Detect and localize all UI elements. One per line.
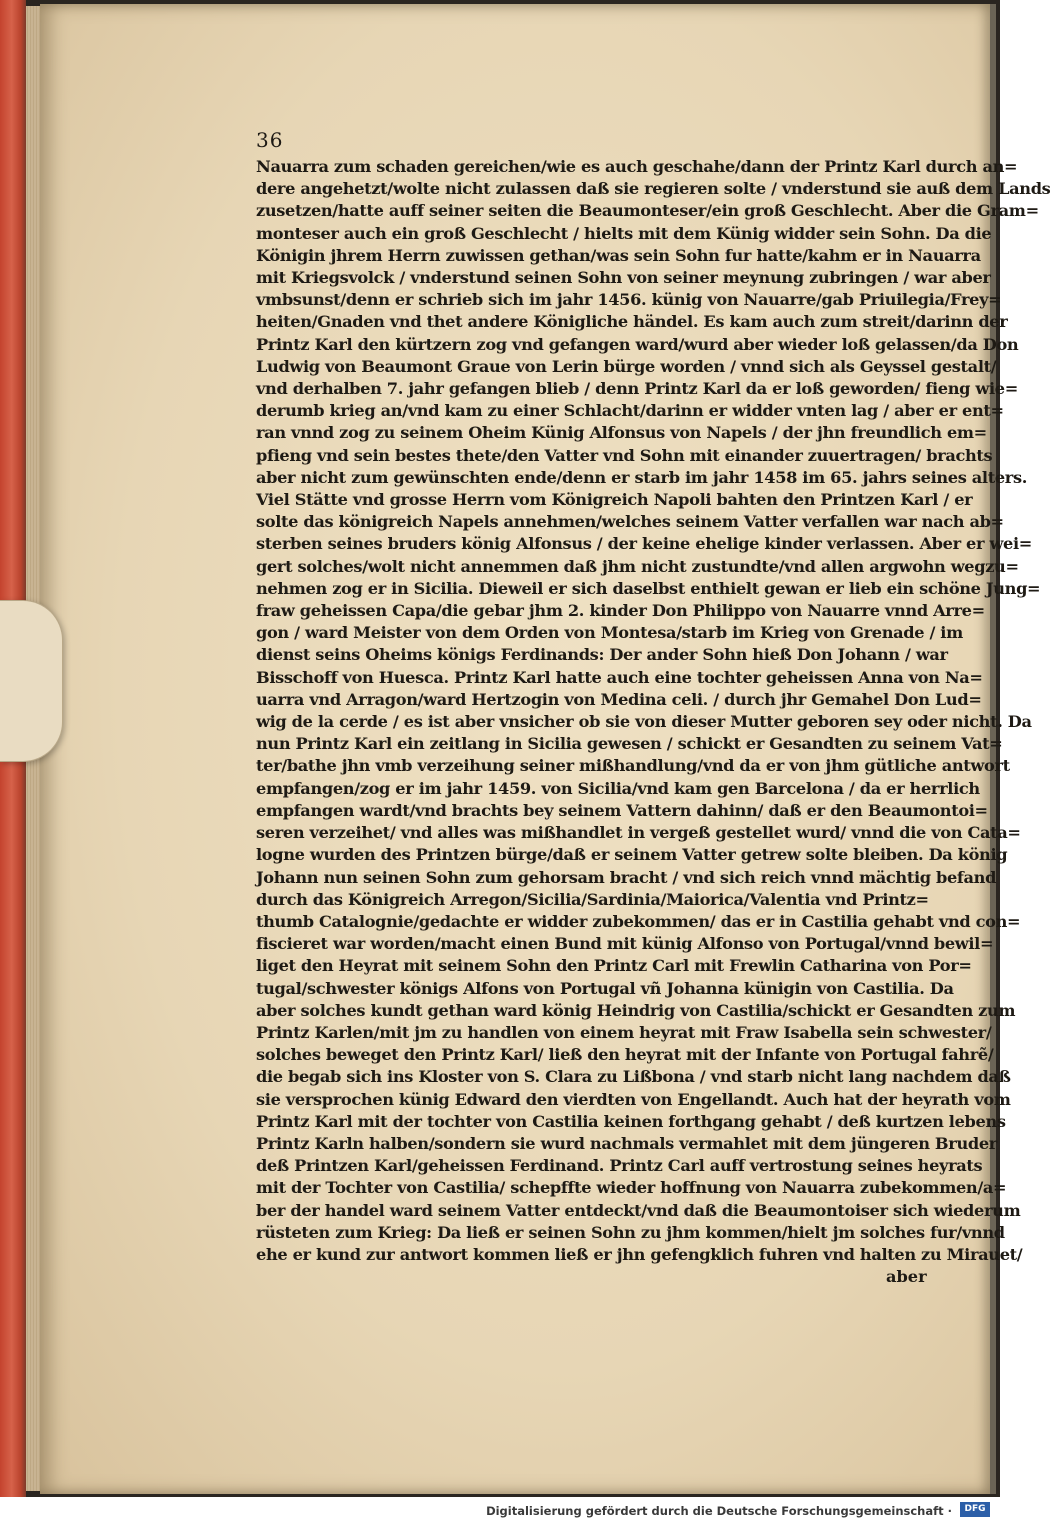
text-line: Königin jhrem Herrn zuwissen gethan/was sein Sohn fur hatte/kahm er in Nauarra (256, 245, 981, 265)
text-line: dere angehetzt/wolte nicht zulassen daß sie regieren solte / vnderstund sie auß dem Lands (256, 179, 1050, 199)
text-line: solches beweget den Printz Karl/ ließ den heyrat mit der Infante von Portugal fahrẽ/ (256, 1045, 994, 1065)
text-line: pfieng vnd sein bestes thete/den Vatter vnd Sohn mit einander zuuertragen/ brachts (256, 445, 993, 465)
text-line: Ludwig von Beaumont Graue von Lerin bürge worden / vnnd sich als Geyssel gestalt/ (256, 356, 997, 376)
text-line: durch das Königreich Arregon/Sicilia/Sardinia/Maiorica/Valentia vnd Printz= (256, 889, 929, 909)
text-line: monteser auch ein groß Geschlecht / hielts mit dem Künig widder sein Sohn. Da die (256, 223, 992, 243)
text-line: tugal/schwester königs Alfons von Portugal vñ Johanna künigin von Castilia. Da (256, 978, 954, 998)
funding-credit: Digitalisierung gefördert durch die Deutsche Forschungsgemeinschaft · (486, 1504, 952, 1518)
text-line: gon / ward Meister von dem Orden von Montesa/starb im Krieg von Grenade / im (256, 623, 963, 643)
text-line: vmbsunst/denn er schrieb sich im jahr 1456. künig von Nauarre/gab Priuilegia/Frey= (256, 290, 1002, 310)
text-line: Bisschoff von Huesca. Printz Karl hatte auch eine tochter geheissen Anna von Na= (256, 667, 983, 687)
text-line: gert solches/wolt nicht annemmen daß jhm nicht zustundte/vnd allen argwohn wegzu= (256, 556, 1019, 576)
text-line: ran vnnd zog zu seinem Oheim Künig Alfonsus von Napels / der jhn freundlich em= (256, 423, 987, 443)
text-line: nehmen zog er in Sicilia. Dieweil er sich daselbst enthielt gewan er lieb ein schöne Jung= (256, 578, 1041, 598)
text-line: solte das königreich Napels annehmen/welches seinem Vatter verfallen war nach ab= (256, 512, 1004, 532)
text-line: Printz Karlen/mit jm zu handlen von einem heyrat mit Fraw Isabella sein schwester/ (256, 1022, 992, 1042)
text-line: Nauarra zum schaden gereichen/wie es auch geschahe/dann der Printz Karl durch an= (256, 157, 1018, 176)
text-line: die begab sich ins Kloster von S. Clara zu Lißbona / vnd starb nicht lang nachdem daß (256, 1067, 1011, 1087)
footer-bar (0, 1497, 1000, 1523)
text-line: Viel Stätte vnd grosse Herrn vom Königreich Napoli bahten den Printzen Karl / er (256, 490, 973, 510)
text-line: empfangen/zog er im jahr 1459. von Sicilia/vnd kam gen Barcelona / da er herrlich (256, 778, 980, 798)
text-line: fraw geheissen Capa/die gebar jhm 2. kinder Don Philippo von Nauarre vnnd Arre= (256, 601, 985, 621)
text-line: fiscieret war worden/macht einen Bund mit künig Alfonso von Portugal/vnnd bewil= (256, 934, 994, 954)
page-tab-flap (0, 600, 63, 762)
dfg-logo: DFG (960, 1502, 990, 1517)
text-line: ehe er kund zur antwort kommen ließ er jhn gefengklich fuhren vnd halten zu Mirauet/ (256, 1244, 1023, 1264)
text-line: seren verzeihet/ vnd alles was mißhandlet in vergeß gestellet wurd/ vnnd die von Cata= (256, 823, 1021, 843)
text-line: thumb Catalognie/gedachte er widder zubekommen/ das er in Castilia gehabt vnd con= (256, 911, 1021, 931)
text-line: logne wurden des Printzen bürge/daß er seinem Vatter getrew solte bleiben. Da könig (256, 845, 1008, 865)
text-line: ter/bathe jhn vmb verzeihung seiner mißhandlung/vnd da er von jhm gütliche antwort (256, 756, 1010, 776)
page-text-block (256, 156, 1050, 1266)
text-line: mit der Tochter von Castilia/ schepffte wieder hoffnung von Nauarra zubekommen/a= (256, 1178, 1007, 1198)
text-line: zusetzen/hatte auff seiner seiten die Beaumonteser/ein groß Geschlecht. Aber die Gram= (256, 201, 1039, 221)
text-line: derumb krieg an/vnd kam zu einer Schlacht/darinn er widder vnten lag / aber er ent= (256, 401, 1004, 421)
text-line: deß Printzen Karl/geheissen Ferdinand. Printz Carl auff vertrostung seines heyrats (256, 1156, 983, 1176)
catchword: aber (886, 1267, 927, 1286)
text-line: rüsteten zum Krieg: Da ließ er seinen Sohn zu jhm kommen/hielt jm solches fur/vnnd (256, 1222, 1005, 1242)
text-line: Printz Karl mit der tochter von Castilia keinen forthgang gehabt / deß kurtzen lebens (256, 1111, 1006, 1131)
text-line: vnd derhalben 7. jahr gefangen blieb / denn Printz Karl da er loß geworden/ fieng wie= (256, 379, 1018, 399)
page-number: 36 (256, 128, 284, 152)
text-line: heiten/Gnaden vnd thet andere Königliche händel. Es kam auch zum streit/darinn der (256, 312, 1008, 332)
text-line: liget den Heyrat mit seinem Sohn den Printz Carl mit Frewlin Catharina von Por= (256, 956, 972, 976)
text-line: Johann nun seinen Sohn zum gehorsam bracht / vnd sich reich vnnd mächtig befand (256, 867, 997, 887)
text-line: nun Printz Karl ein zeitlang in Sicilia gewesen / schickt er Gesandten zu seinem Vat= (256, 734, 1003, 754)
text-line: dienst seins Oheims königs Ferdinands: Der ander Sohn hieß Don Johann / war (256, 645, 948, 665)
text-line: ber der handel ward seinem Vatter entdeckt/vnd daß die Beaumontoiser sich wiederum (256, 1200, 1021, 1220)
text-line: aber nicht zum gewünschten ende/denn er starb im jahr 1458 im 65. jahrs seines alters. (256, 467, 1028, 487)
text-line: sie versprochen künig Edward den vierdten von Engellandt. Auch hat der heyrath vom (256, 1089, 1011, 1109)
text-line: wig de la cerde / es ist aber vnsicher ob sie von dieser Mutter geboren sey oder nicht. Da (256, 712, 1032, 732)
text-line: sterben seines bruders könig Alfonsus / der keine ehelige kinder verlassen. Aber er wei= (256, 534, 1033, 554)
text-line: uarra vnd Arragon/ward Hertzogin von Medina celi. / durch jhr Gemahel Don Lud= (256, 689, 982, 709)
text-line: aber solches kundt gethan ward könig Heindrig von Castilia/schickt er Gesandten zum (256, 1000, 1016, 1020)
text-line: Printz Karl den kürtzern zog vnd gefangen ward/wurd aber wieder loß gelassen/da Don (256, 334, 1019, 354)
text-line: Printz Karln halben/sondern sie wurd nachmals vermahlet mit dem jüngeren Bruder (256, 1133, 997, 1153)
text-line: empfangen wardt/vnd brachts bey seinem Vattern dahinn/ daß er den Beaumontoi= (256, 800, 988, 820)
text-line: mit Kriegsvolck / vnderstund seinen Sohn von seiner meynung zubringen / war aber (256, 268, 991, 288)
